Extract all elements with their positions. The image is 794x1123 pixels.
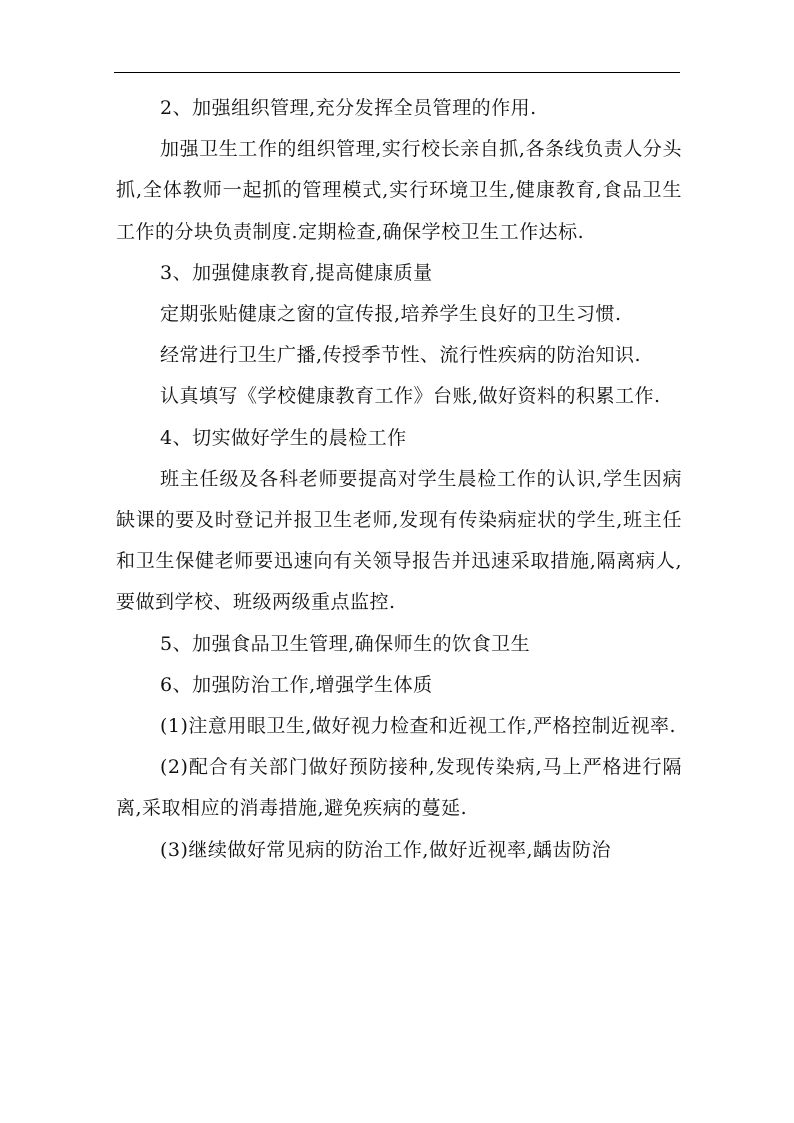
paragraph: 加强卫生工作的组织管理,实行校长亲自抓,各条线负责人分头抓,全体教师一起抓的管理模式,实行环境卫生,健康教育,食品卫生工作的分块负责制度.定期检查,确保学校卫生工作达标. (116, 138, 682, 243)
section-heading-6: 6、加强防治工作,增强学生体质 (160, 673, 433, 696)
paragraph: 认真填写《学校健康教育工作》台账,做好资料的积累工作. (160, 385, 661, 408)
paragraph: 定期张贴健康之窗的宣传报,培养学生良好的卫生习惯. (160, 303, 622, 326)
paragraph: 经常进行卫生广播,传授季节性、流行性疾病的防治知识. (160, 344, 642, 367)
section-heading-5: 5、加强食品卫生管理,确保师生的饮食卫生 (160, 632, 531, 655)
paragraph: 班主任级及各科老师要提高对学生晨检工作的认识,学生因病缺课的要及时登记并报卫生老师,发现有传染病症状的学生,班主任和卫生保健老师要迅速向有关领导报告并迅速采取措施,隔离病人,要做到学校、班级两级重点监控. (116, 467, 682, 614)
list-item: (1)注意用眼卫生,做好视力检查和近视工作,严格控制近视率. (160, 715, 677, 738)
section-heading-3: 3、加强健康教育,提高健康质量 (160, 261, 433, 284)
list-item: (2)配合有关部门做好预防接种,发现传染病,马上严格进行隔离,采取相应的消毒措施,避免疾病的蔓延. (116, 756, 682, 820)
section-heading-2: 2、加强组织管理,充分发挥全员管理的作用. (160, 97, 537, 119)
header-rule (114, 72, 680, 73)
section-heading-4: 4、切实做好学生的晨检工作 (160, 426, 407, 449)
list-item: (3)继续做好常见病的防治工作,做好近视率,龋齿防治 (160, 838, 611, 861)
document-body (116, 88, 682, 871)
